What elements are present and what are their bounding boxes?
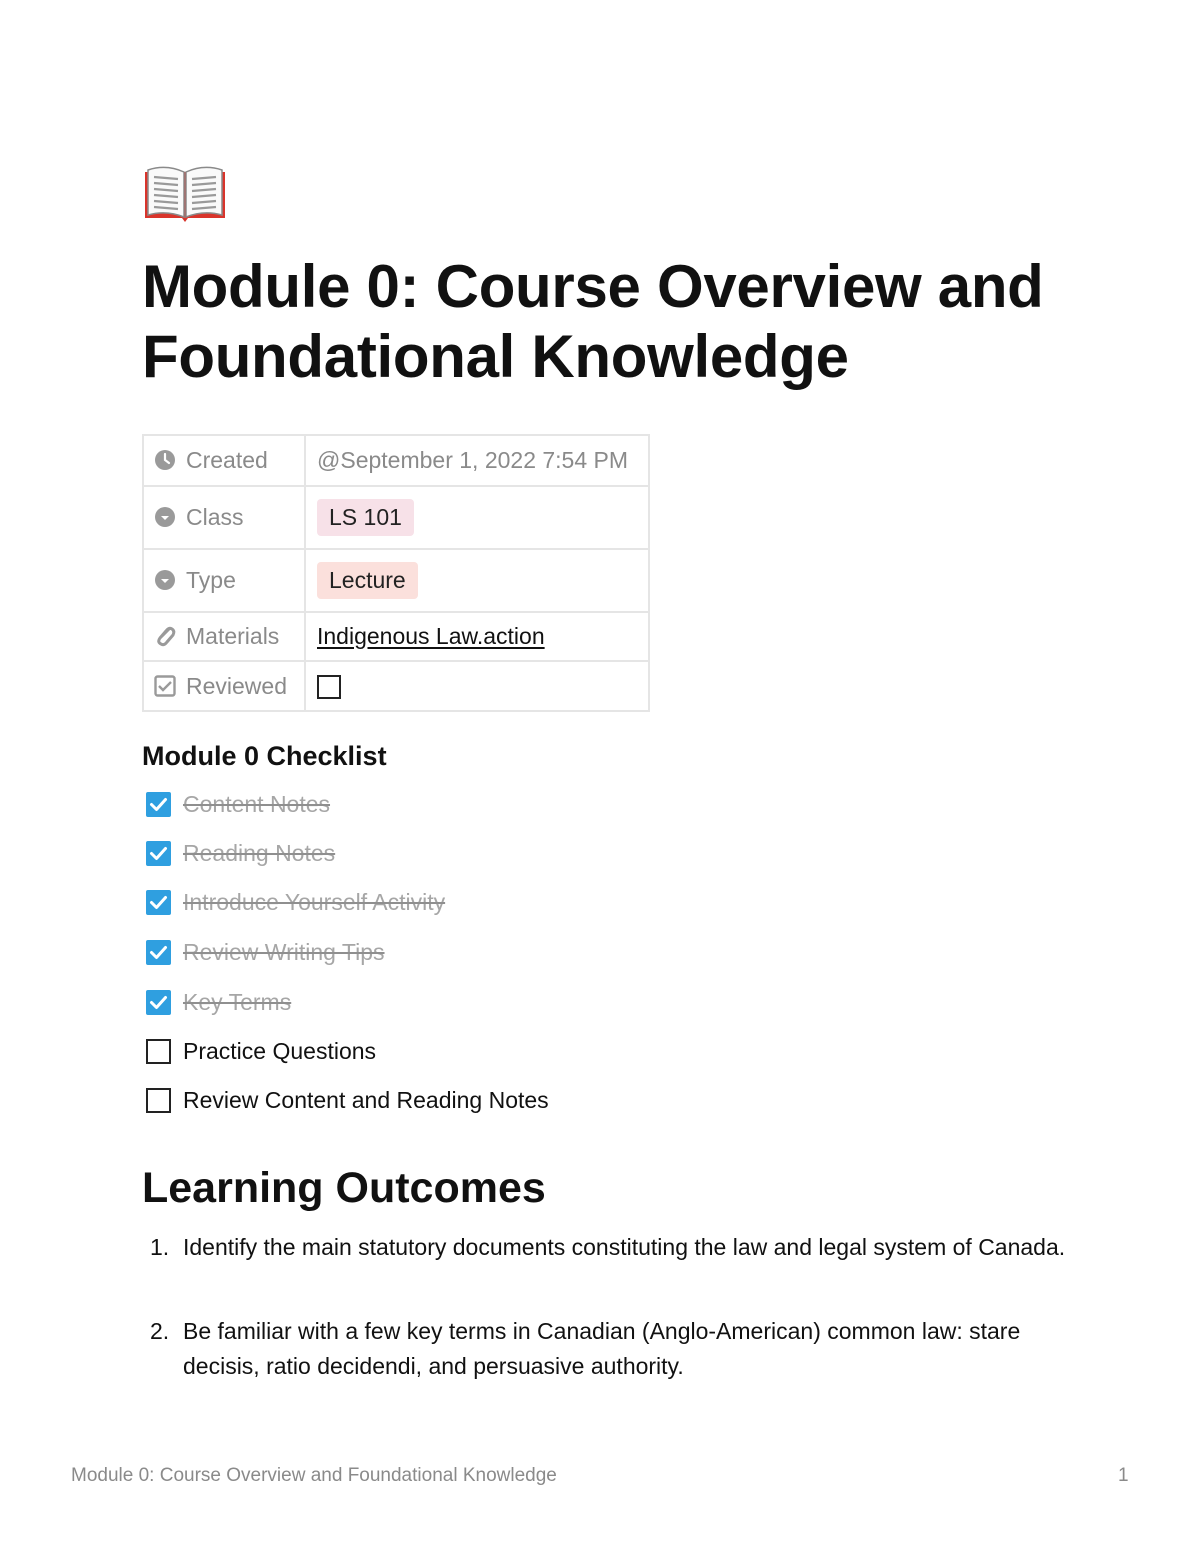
- paperclip-icon: [154, 625, 176, 647]
- property-key-label: Reviewed: [186, 672, 287, 699]
- footer-title: Module 0: Course Overview and Foundational Knowledge: [71, 1465, 557, 1486]
- checklist-item[interactable]: [146, 987, 291, 1017]
- list-item-text: Be familiar with a few key terms in Canadian (Anglo-American) common law: stare decisis, ratio decidendi, and persuasive authority.: [183, 1318, 1021, 1379]
- list-item: [150, 1230, 1070, 1265]
- checklist-item-label: Content Notes: [183, 790, 331, 817]
- materials-link[interactable]: Indigenous Law.action: [317, 623, 545, 649]
- property-row-class: [143, 486, 649, 549]
- checklist-item[interactable]: [146, 887, 445, 917]
- unchecked-checkbox[interactable]: [146, 1039, 171, 1064]
- checklist-item-label: Review Content and Reading Notes: [183, 1086, 549, 1113]
- learning-outcomes-heading: Learning Outcomes: [142, 1164, 546, 1212]
- properties-table: [142, 434, 650, 712]
- checklist-heading: Module 0 Checklist: [142, 741, 387, 771]
- open-book-icon: [142, 162, 228, 226]
- class-tag[interactable]: LS 101: [317, 499, 414, 536]
- checked-checkbox[interactable]: [146, 792, 171, 817]
- property-key-type: [143, 549, 305, 612]
- list-item: [150, 1314, 1070, 1384]
- property-key-materials: [143, 612, 305, 661]
- property-key-label: Type: [186, 567, 236, 593]
- property-key-label: Class: [186, 504, 244, 530]
- checklist-item[interactable]: [146, 1036, 376, 1066]
- property-key-class: [143, 486, 305, 549]
- checked-checkbox[interactable]: [146, 990, 171, 1015]
- checked-checkbox[interactable]: [146, 940, 171, 965]
- select-dot-icon: [154, 569, 176, 591]
- checklist-item-label: Practice Questions: [183, 1037, 377, 1064]
- type-tag[interactable]: Lecture: [317, 562, 418, 599]
- page-number: 1: [1118, 1465, 1129, 1486]
- property-key-reviewed: [143, 661, 305, 711]
- property-row-created: [143, 435, 649, 486]
- list-item-text: Identify the main statutory documents constituting the law and legal system of Canada.: [183, 1234, 1066, 1260]
- unchecked-checkbox[interactable]: [146, 1088, 171, 1113]
- property-key-label: Created: [186, 447, 268, 473]
- property-key-label: Materials: [186, 623, 280, 649]
- checklist-item-label: Review Writing Tips: [183, 938, 385, 965]
- list-number: 1.: [150, 1234, 170, 1260]
- clock-icon: [154, 449, 176, 471]
- select-dot-icon: [154, 506, 176, 528]
- reviewed-checkbox[interactable]: [317, 675, 341, 699]
- created-value: @September 1, 2022 7:54 PM: [305, 435, 649, 486]
- page-title: Module 0: Course Overview and Foundational Knowledge: [142, 253, 1044, 390]
- checklist-item-label: Key Terms: [183, 988, 292, 1015]
- checklist-item[interactable]: [146, 838, 335, 868]
- checklist-item-label: Reading Notes: [183, 839, 336, 866]
- property-row-reviewed: [143, 661, 649, 711]
- property-row-type: [143, 549, 649, 612]
- property-key-created: [143, 435, 305, 486]
- checklist-item[interactable]: [146, 789, 330, 819]
- checklist-item-label: Introduce Yourself Activity: [183, 888, 446, 915]
- checked-checkbox[interactable]: [146, 890, 171, 915]
- checklist-item[interactable]: [146, 937, 385, 967]
- property-row-materials: [143, 612, 649, 661]
- checkbox-icon: [154, 675, 176, 697]
- checked-checkbox[interactable]: [146, 841, 171, 866]
- list-number: 2.: [150, 1318, 170, 1344]
- checklist-item[interactable]: [146, 1085, 549, 1115]
